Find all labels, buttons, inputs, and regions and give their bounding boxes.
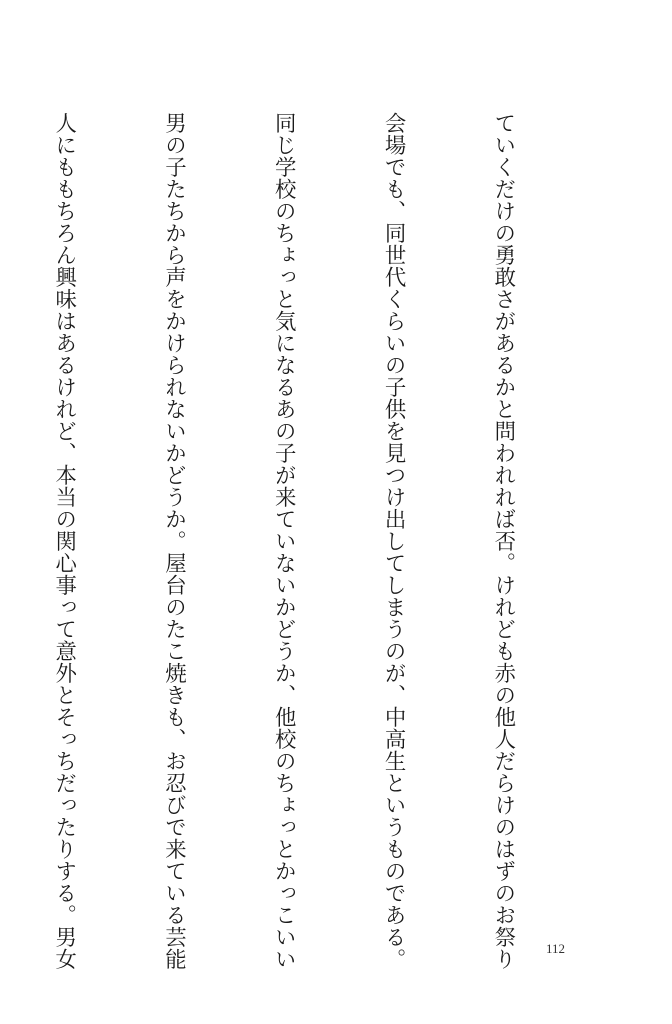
text-line: 男の子たちから声をかけられないかどうか。屋台のたこ焼きも、お忍びで来ている芸能 — [161, 112, 187, 970]
text-line: 同じ学校のちょっと気になるあの子が来ていないかどうか、他校のちょっとかっこいい — [271, 112, 297, 970]
text-line: ていくだけの勇敢さがあるかと問われれば否。けれども赤の他人だらけのはずのお祭り — [490, 112, 516, 970]
page-number: 112 — [546, 941, 566, 956]
text-line: 人にももちろん興味はあるけれど、本当の関心事って意外とそっちだったりする。男女 — [51, 112, 77, 970]
text-line: 会場でも、同世代くらいの子供を見つけ出してしまうのが、中高生というものである。 — [381, 112, 407, 970]
